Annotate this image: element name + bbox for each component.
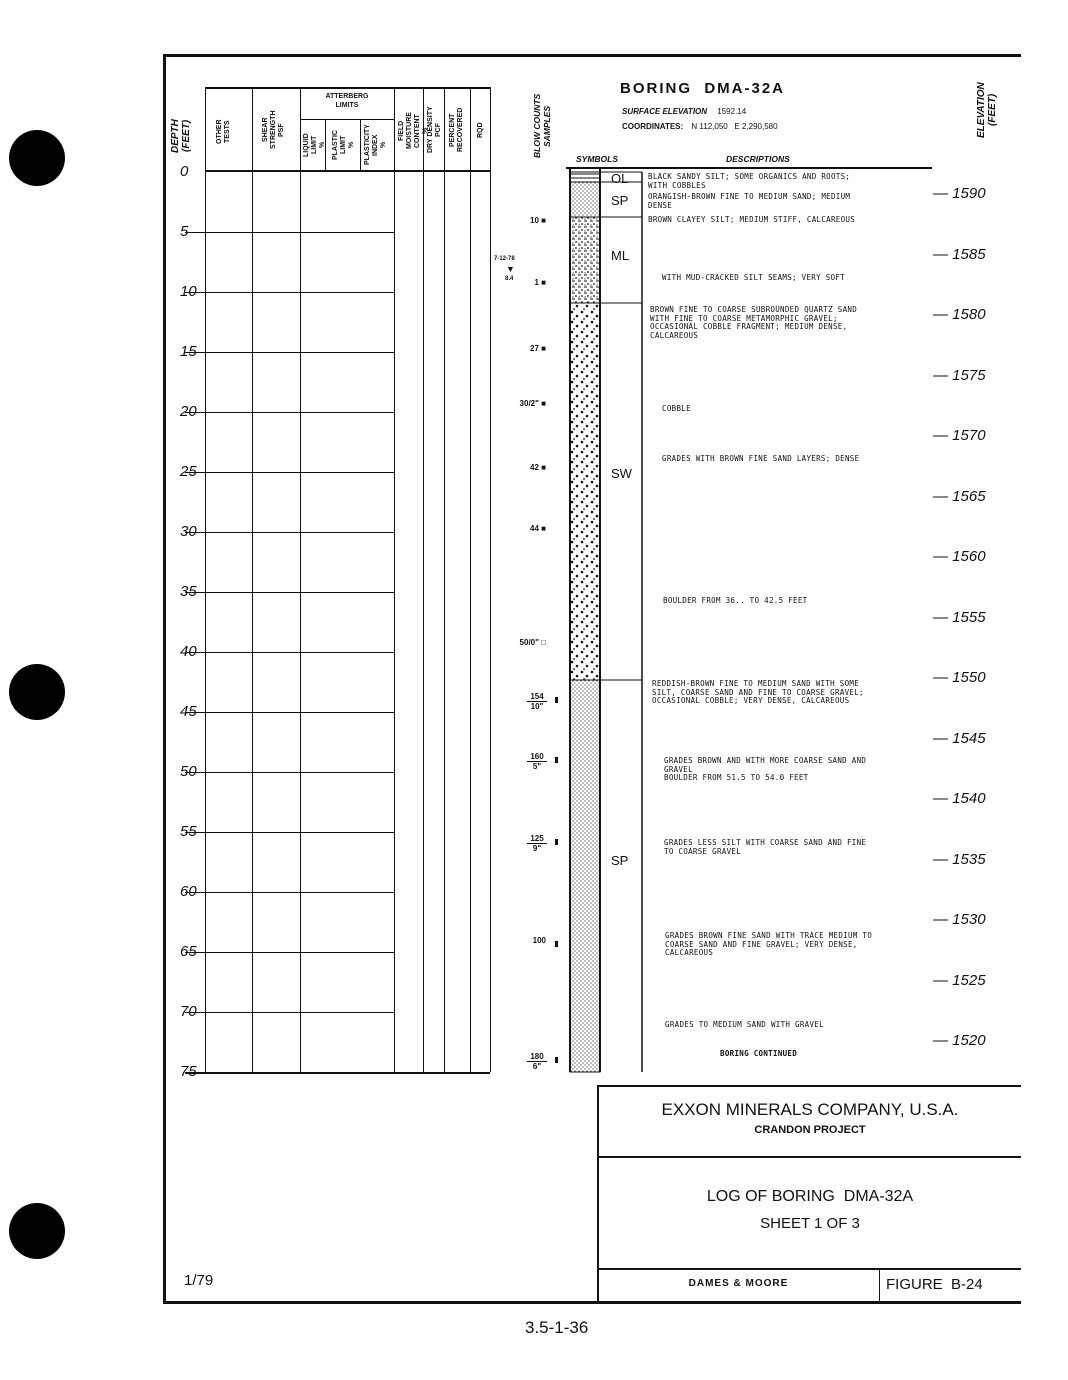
descriptions-header: DESCRIPTIONS bbox=[726, 154, 790, 164]
depth-tick-label: 30 bbox=[180, 523, 197, 540]
description: GRADES BROWN AND WITH MORE COARSE SAND AND GRAVEL BOULDER FROM 51.5 TO 54.0 FEET bbox=[664, 756, 867, 782]
water-level-depth: 8.4 bbox=[505, 276, 514, 282]
elevation-tick-label: — 1570 bbox=[933, 427, 986, 444]
blow-count-denominator: 5" bbox=[532, 762, 542, 771]
elevation-tick-label: — 1535 bbox=[933, 850, 986, 868]
blow-count-fraction bbox=[527, 1052, 547, 1071]
depth-tick-label: 50 bbox=[180, 763, 197, 780]
punch-hole-top bbox=[9, 130, 65, 186]
description: GRADES BROWN FINE SAND WITH TRACE MEDIUM TO COARSE SAND AND FINE GRAVEL; VERY DENSE, CALCAREOUS bbox=[665, 931, 873, 957]
header-dry-density: DRY DENSITY PCF bbox=[427, 106, 442, 154]
sample-marker bbox=[555, 697, 558, 703]
blow-count-fraction bbox=[527, 834, 547, 853]
surface-elevation-label: SURFACE ELEVATION bbox=[622, 107, 708, 116]
sample-mark: ■ bbox=[541, 399, 546, 408]
depth-tick-label: 60 bbox=[180, 883, 197, 900]
boring-title: BORING DMA-32A bbox=[620, 80, 786, 97]
layer-sp-lower bbox=[570, 680, 600, 1072]
blow-count bbox=[512, 278, 546, 287]
depth-tick-label: 15 bbox=[180, 343, 197, 360]
surface-elevation bbox=[622, 107, 746, 116]
punch-hole-middle bbox=[9, 664, 65, 720]
depth-tick-label: 55 bbox=[180, 823, 197, 840]
uscs-symbol: SP bbox=[611, 193, 629, 208]
elevation-tick-label: — 1585 bbox=[933, 245, 986, 263]
blow-count-value: 1 bbox=[534, 278, 539, 287]
description: GRADES TO MEDIUM SAND WITH GRAVEL bbox=[665, 1020, 824, 1029]
description: BROWN CLAYEY SILT; MEDIUM STIFF, CALCAREOUS bbox=[648, 215, 856, 224]
elevation-tick-label: — 1590 bbox=[933, 185, 986, 202]
sample-marker bbox=[555, 757, 558, 763]
description: WITH MUD-CRACKED SILT SEAMS; VERY SOFT bbox=[662, 273, 845, 282]
elevation-tick-label: — 1555 bbox=[933, 608, 986, 626]
depth-tick-label: 5 bbox=[180, 223, 189, 240]
blow-count-value: 30/2" bbox=[519, 399, 539, 408]
sheet-date: 1/79 bbox=[184, 1272, 214, 1289]
sample-mark: ■ bbox=[541, 344, 546, 353]
blow-count-value: 27 bbox=[530, 344, 539, 353]
description: BROWN FINE TO COARSE SUBROUNDED QUARTZ SAND WITH FINE TO COARSE METAMORPHIC GRAVEL; OCCASIONAL COBBLE FRAGMENT; MEDIUM DENSE, CALCAREOUS bbox=[650, 305, 858, 340]
soil-profile-column bbox=[560, 160, 650, 1075]
layer-sp-upper bbox=[570, 182, 600, 217]
header-plastic-limit: PLASTIC LIMIT % bbox=[332, 130, 355, 160]
blow-count bbox=[512, 524, 546, 533]
depth-axis-label: DEPTH (FEET) bbox=[170, 119, 192, 153]
sample-marker bbox=[555, 1057, 558, 1063]
coordinates-label: COORDINATES: bbox=[622, 122, 684, 131]
description: COBBLE bbox=[662, 404, 691, 413]
sample-mark: ■ bbox=[541, 278, 546, 287]
blow-count-numerator: 180 bbox=[527, 1052, 547, 1062]
elevation-tick-label: — 1560 bbox=[933, 548, 986, 565]
header-field-moisture: FIELD MOISTURE CONTENT % bbox=[398, 112, 429, 150]
punch-hole-bottom bbox=[9, 1203, 65, 1259]
layer-ml bbox=[570, 217, 600, 303]
sample-mark: ■ bbox=[541, 463, 546, 472]
depth-tick-label: 75 bbox=[180, 1063, 197, 1080]
symbols-header: SYMBOLS bbox=[576, 154, 619, 164]
depth-tick-label: 65 bbox=[180, 943, 197, 960]
blow-count-fraction bbox=[527, 752, 547, 771]
coordinates-value: N 112,050 E 2,290,580 bbox=[691, 122, 778, 131]
description: BOULDER FROM 36.. TO 42.5 FEET bbox=[663, 596, 808, 605]
header-percent-recovered: PERCENT RECOVERED bbox=[449, 107, 464, 153]
header-blow-counts: BLOW COUNTS SAMPLES bbox=[532, 93, 552, 159]
blow-count-value: 50/0" bbox=[519, 638, 539, 647]
page-number: 3.5-1-36 bbox=[525, 1318, 589, 1337]
project-name: CRANDON PROJECT bbox=[754, 1124, 866, 1136]
elevation-tick-label: — 1545 bbox=[933, 729, 986, 747]
blow-count-value: 42 bbox=[530, 463, 539, 472]
depth-tick-label: 45 bbox=[180, 703, 197, 720]
uscs-symbol: SP bbox=[611, 853, 629, 868]
elevation-tick-label: — 1580 bbox=[933, 306, 986, 323]
blow-count-denominator: 10" bbox=[530, 702, 544, 711]
blow-count-denominator: 6" bbox=[532, 1062, 542, 1071]
depth-tick-label: 10 bbox=[180, 283, 197, 300]
firm-name: DAMES & MOORE bbox=[688, 1278, 789, 1289]
depth-tick-label: 40 bbox=[180, 643, 197, 660]
elevation-tick-label: — 1575 bbox=[933, 366, 986, 384]
blow-count-numerator: 160 bbox=[527, 752, 547, 762]
layer-ol bbox=[570, 172, 600, 182]
header-other-tests: OTHER TESTS bbox=[216, 119, 231, 145]
blow-count bbox=[512, 463, 546, 472]
water-level-date: 7-12-78 bbox=[494, 256, 515, 262]
elevation-tick-label: — 1530 bbox=[933, 911, 986, 928]
coordinates bbox=[622, 122, 778, 131]
elevation-tick-label: — 1550 bbox=[933, 669, 986, 686]
elevation-axis-label: ELEVATION (FEET) bbox=[976, 82, 998, 138]
sample-mark: □ bbox=[541, 638, 546, 647]
description: BORING CONTINUED bbox=[720, 1049, 798, 1058]
sample-marker bbox=[555, 941, 558, 947]
water-level-icon: ▼ bbox=[506, 264, 515, 274]
elevation-tick-label: — 1525 bbox=[933, 971, 986, 989]
depth-tick-label: 0 bbox=[180, 163, 189, 180]
blow-count-value: 44 bbox=[530, 524, 539, 533]
depth-tick-label: 20 bbox=[180, 403, 197, 420]
layer-sw bbox=[570, 303, 600, 680]
blow-count bbox=[512, 399, 546, 408]
blow-count-fraction bbox=[527, 692, 547, 711]
sample-mark: ■ bbox=[541, 524, 546, 533]
blow-count-denominator: 9" bbox=[532, 844, 542, 853]
blow-count-numerator: 154 bbox=[527, 692, 547, 702]
sample-marker bbox=[555, 839, 558, 845]
blow-count bbox=[512, 936, 546, 945]
header-rqd: RQD bbox=[477, 122, 484, 138]
company-name: EXXON MINERALS COMPANY, U.S.A. bbox=[661, 1100, 959, 1119]
uscs-symbol: OL bbox=[611, 171, 629, 186]
description: ORANGISH-BROWN FINE TO MEDIUM SAND; MEDIUM DENSE bbox=[648, 192, 851, 210]
description: BLACK SANDY SILT; SOME ORGANICS AND ROOTS; WITH COBBLES bbox=[648, 172, 851, 190]
depth-tick-label: 70 bbox=[180, 1003, 197, 1020]
blow-count bbox=[512, 344, 546, 353]
figure-number: FIGURE B-24 bbox=[886, 1276, 983, 1293]
elevation-tick-label: — 1540 bbox=[933, 790, 986, 807]
depth-tick-label: 25 bbox=[180, 463, 197, 480]
header-shear-strength: SHEAR STRENGTH PSF bbox=[262, 110, 285, 150]
blow-count bbox=[512, 638, 546, 647]
log-title: LOG OF BORING DMA-32A bbox=[706, 1188, 914, 1205]
blow-count bbox=[512, 216, 546, 225]
header-plasticity-index: PLASTICITY INDEX % bbox=[364, 124, 387, 166]
surface-elevation-value: 1592.14 bbox=[717, 107, 747, 116]
blow-count-value: 10 bbox=[530, 216, 539, 225]
sheet-number: SHEET 1 OF 3 bbox=[760, 1215, 860, 1232]
description: GRADES WITH BROWN FINE SAND LAYERS; DENSE bbox=[662, 454, 860, 463]
sample-mark: ■ bbox=[541, 216, 546, 225]
header-atterberg: ATTERBERG LIMITS bbox=[325, 93, 369, 109]
depth-tick-label: 35 bbox=[180, 583, 197, 600]
uscs-symbol: ML bbox=[611, 248, 630, 263]
description: REDDISH-BROWN FINE TO MEDIUM SAND WITH SOME SILT, COARSE SAND AND FINE TO COARSE GRAVEL; OCCASIONAL COBBLE; VERY DENSE, CALCAREOUS bbox=[652, 679, 864, 705]
description: GRADES LESS SILT WITH COARSE SAND AND FINE TO COARSE GRAVEL bbox=[664, 838, 867, 856]
uscs-symbol: SW bbox=[611, 466, 632, 481]
blow-count-value: 100 bbox=[532, 936, 546, 945]
blow-count-numerator: 125 bbox=[527, 834, 547, 844]
header-liquid-limit: LIQUID LIMIT % bbox=[303, 133, 326, 157]
elevation-tick-label: — 1520 bbox=[933, 1032, 986, 1049]
elevation-tick-label: — 1565 bbox=[933, 487, 986, 505]
